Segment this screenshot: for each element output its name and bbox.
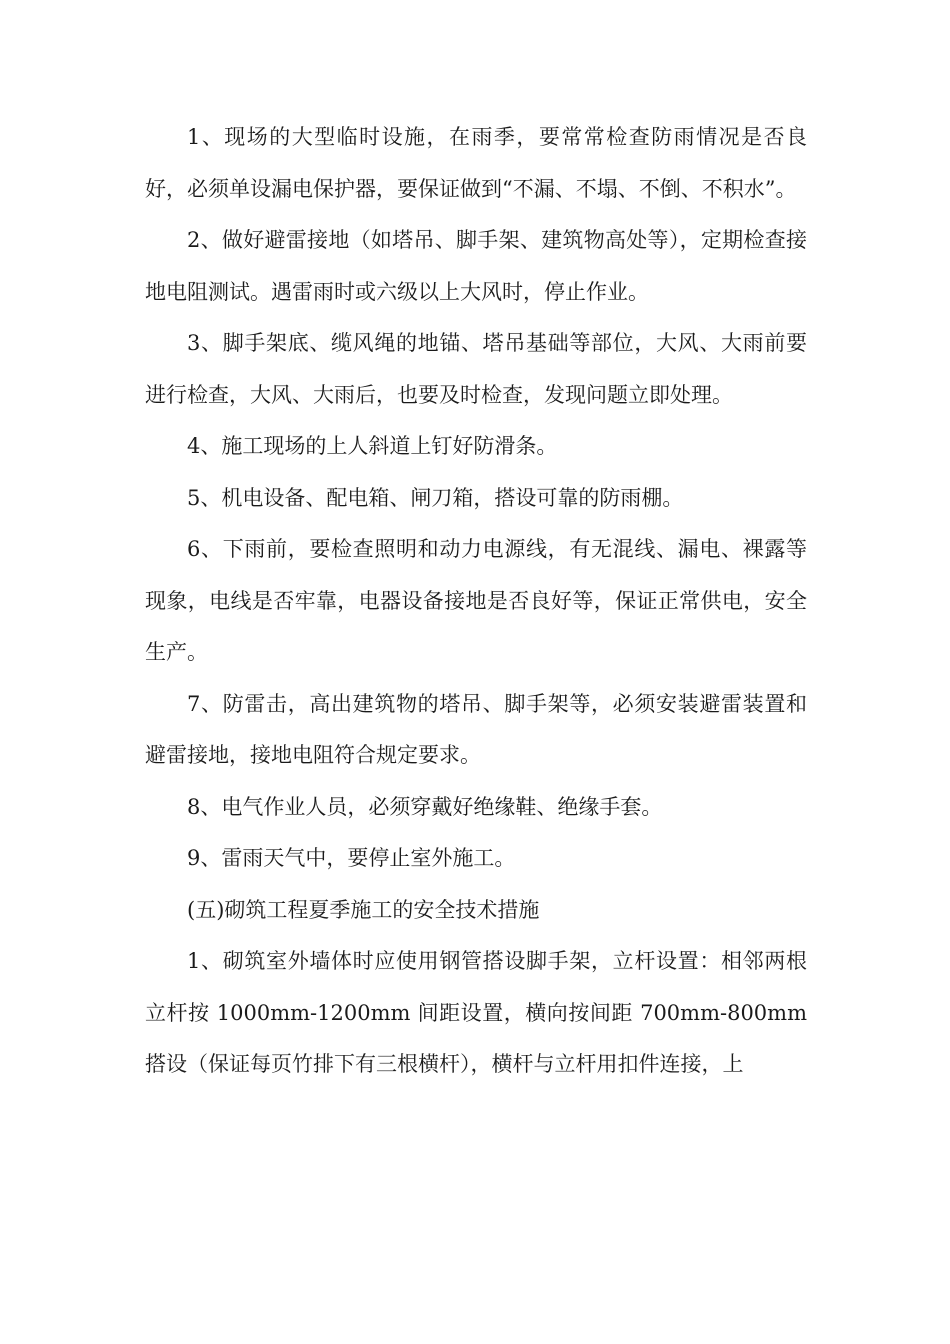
paragraph-lightning-protection: 7、防雷击，高出建筑物的塔吊、脚手架等，必须安装避雷装置和避雷接地，接地电阻符合规定要求。 <box>145 691 807 767</box>
paragraph-rain-shed: 5、机电设备、配电箱、闸刀箱，搭设可靠的防雨棚。 <box>187 485 684 510</box>
paragraph-electrician-gear: 8、电气作业人员，必须穿戴好绝缘鞋、绝缘手套。 <box>187 794 663 819</box>
document-body <box>145 112 807 1091</box>
paragraph-power-line-check: 6、下雨前，要检查照明和动力电源线，有无混线、漏电、裸露等现象，电线是否牢靠，电器设备接地是否良好等，保证正常供电，安全生产。 <box>145 537 807 664</box>
paragraph-scaffold-inspection: 3、脚手架底、缆风绳的地锚、塔吊基础等部位，大风、大雨前要进行检查，大风、大雨后，也要及时检查，发现问题立即处理。 <box>145 331 807 407</box>
paragraph-rain-facilities: 1、现场的大型临时设施，在雨季，要常常检查防雨情况是否良好，必须单设漏电保护器，要保证做到“不漏、不塌、不倒、不积水”。 <box>145 125 807 201</box>
paragraph-anti-slip-strips: 4、施工现场的上人斜道上钉好防滑条。 <box>187 434 558 458</box>
paragraph-stop-outdoor-work: 9、雷雨天气中，要停止室外施工。 <box>187 846 516 870</box>
section-heading-masonry: (五)砌筑工程夏季施工的安全技术措施 <box>187 897 540 922</box>
paragraph-lightning-grounding: 2、做好避雷接地（如塔吊、脚手架、建筑物高处等），定期检查接地电阻测试。遇雷雨时或六级以上大风时，停止作业。 <box>145 228 807 304</box>
paragraph-masonry-scaffold: 1、砌筑室外墙体时应使用钢管搭设脚手架，立杆设置：相邻两根立杆按 1000mm-1200mm 间距设置，横向按间距 700mm-800mm 搭设（保证每页竹排下有三根横杆），横杆与立杆用扣件连接，上 <box>145 949 807 1076</box>
